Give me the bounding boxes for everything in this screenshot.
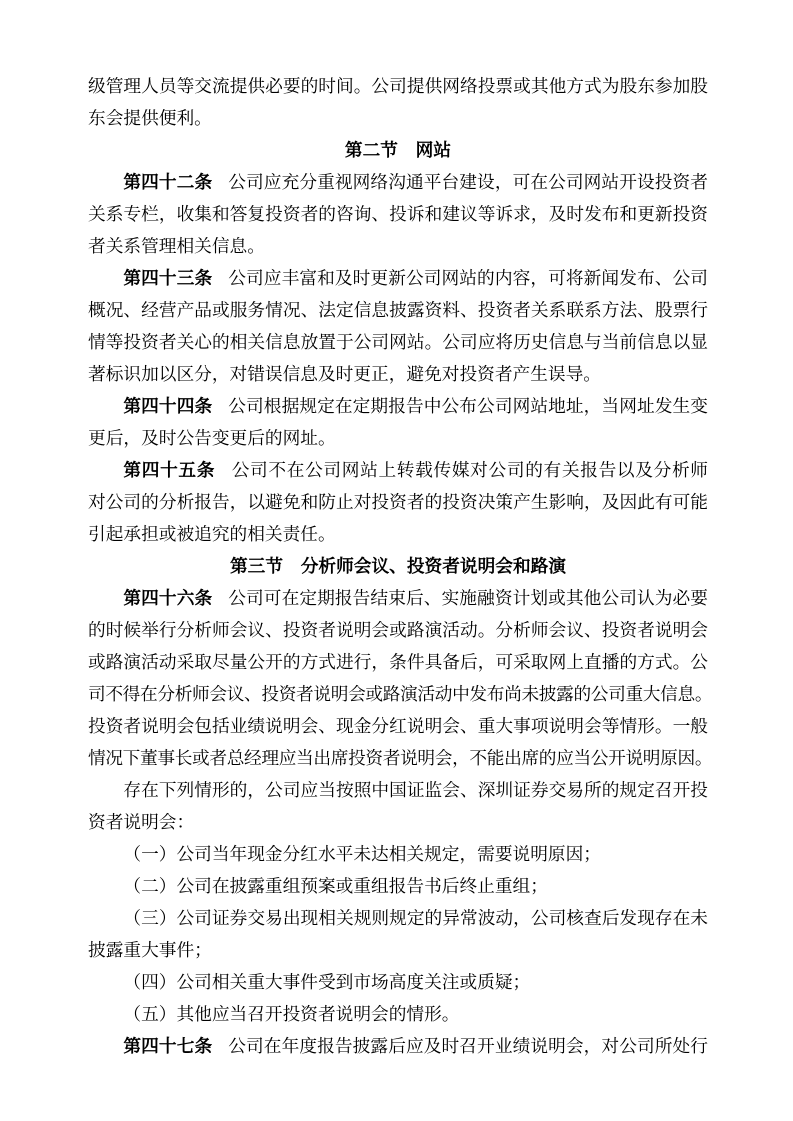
text-line: 司不得在分析师会议、投资者说明会或路演活动中发布尚未披露的公司重大信息。 — [88, 684, 713, 704]
article-number: 第四十六条 — [123, 588, 213, 608]
list-item — [88, 998, 708, 1030]
text-line — [88, 582, 708, 614]
text-line: 投资者说明会包括业绩说明会、现金分红说明会、重大事项说明会等情形。一般 — [88, 716, 708, 736]
article-number: 第四十二条 — [123, 172, 213, 192]
text-line: 更后，及时公告变更后的网址。 — [88, 428, 336, 448]
article-paragraph — [88, 390, 708, 454]
text-line: （四）公司相关重大事件受到市场高度关注或质疑； — [123, 972, 531, 992]
article-paragraph — [88, 582, 713, 774]
text-line: 披露重大事件； — [88, 940, 212, 960]
article-paragraph — [88, 262, 708, 390]
list-item — [88, 966, 708, 998]
text-line: 概况、经营产品或服务情况、法定信息披露资料、投资者关系联系方法、股票行 — [88, 300, 708, 320]
line-text: 公司应充分重视网络沟通平台建设，可在公司网站开设投资者 — [228, 172, 708, 192]
article-paragraph — [88, 454, 708, 550]
text-line — [88, 1030, 708, 1062]
list-item — [88, 838, 708, 870]
text-line: 著标识加以区分，对错误信息及时更正，避免对投资者产生误导。 — [88, 364, 601, 384]
text-line: 资者说明会： — [88, 812, 195, 832]
text-line: 级管理人员等交流提供必要的时间。公司提供网络投票或其他方式为股东参加股 — [88, 76, 708, 96]
section-heading: 第三节 分析师会议、投资者说明会和路演 — [229, 556, 567, 576]
document-body — [88, 70, 713, 1062]
text-line: （二）公司在披露重组预案或重组报告书后终止重组； — [123, 876, 548, 896]
text-line: 对公司的分析报告，以避免和防止对投资者的投资决策产生影响，及因此有可能 — [88, 492, 708, 512]
article-number: 第四十五条 — [123, 460, 216, 480]
list-item — [88, 902, 708, 966]
line-text: 公司可在定期报告结束后、实施融资计划或其他公司认为必要 — [228, 588, 708, 608]
text-line — [88, 454, 708, 486]
text-line: （三）公司证券交易出现相关规则规定的异常波动，公司核查后发现存在未 — [123, 908, 708, 928]
text-line: （一）公司当年现金分红水平未达相关规定，需要说明原因； — [123, 844, 601, 864]
article-paragraph — [88, 1030, 708, 1062]
article-number: 第四十七条 — [123, 1036, 213, 1056]
article-number: 第四十三条 — [123, 268, 213, 288]
text-line — [88, 166, 708, 198]
paragraph — [88, 70, 708, 134]
line-text: 公司在年度报告披露后应及时召开业绩说明会，对公司所处行 — [228, 1036, 708, 1056]
text-line — [88, 262, 708, 294]
paragraph — [88, 774, 708, 838]
text-line: 情等投资者关心的相关信息放置于公司网站。公司应将历史信息与当前信息以显 — [88, 332, 708, 352]
text-line: 的时候举行分析师会议、投资者说明会或路演活动。分析师会议、投资者说明会 — [88, 620, 708, 640]
line-text: 公司根据规定在定期报告中公布公司网站地址，当网址发生变 — [228, 396, 708, 416]
text-line: 者关系管理相关信息。 — [88, 236, 265, 256]
line-text: 公司应丰富和及时更新公司网站的内容，可将新闻发布、公司 — [228, 268, 708, 288]
text-line: 存在下列情形的，公司应当按照中国证监会、深圳证券交易所的规定召开投 — [123, 780, 708, 800]
text-line: 情况下董事长或者总经理应当出席投资者说明会，不能出席的应当公开说明原因。 — [88, 748, 713, 768]
text-line: 或路演活动采取尽量公开的方式进行，条件具备后，可采取网上直播的方式。公 — [88, 652, 708, 672]
text-line: 东会提供便利。 — [88, 108, 212, 128]
text-line: 引起承担或被追究的相关责任。 — [88, 524, 336, 544]
article-number: 第四十四条 — [123, 396, 213, 416]
text-line: （五）其他应当召开投资者说明会的情形。 — [123, 1004, 460, 1024]
list-item — [88, 870, 708, 902]
article-paragraph — [88, 166, 708, 262]
section-heading: 第二节 网站 — [344, 140, 452, 160]
text-line — [88, 390, 708, 422]
line-text: 公司不在公司网站上转载传媒对公司的有关报告以及分析师 — [231, 460, 708, 480]
text-line: 关系专栏，收集和答复投资者的咨询、投诉和建议等诉求，及时发布和更新投资 — [88, 204, 708, 224]
